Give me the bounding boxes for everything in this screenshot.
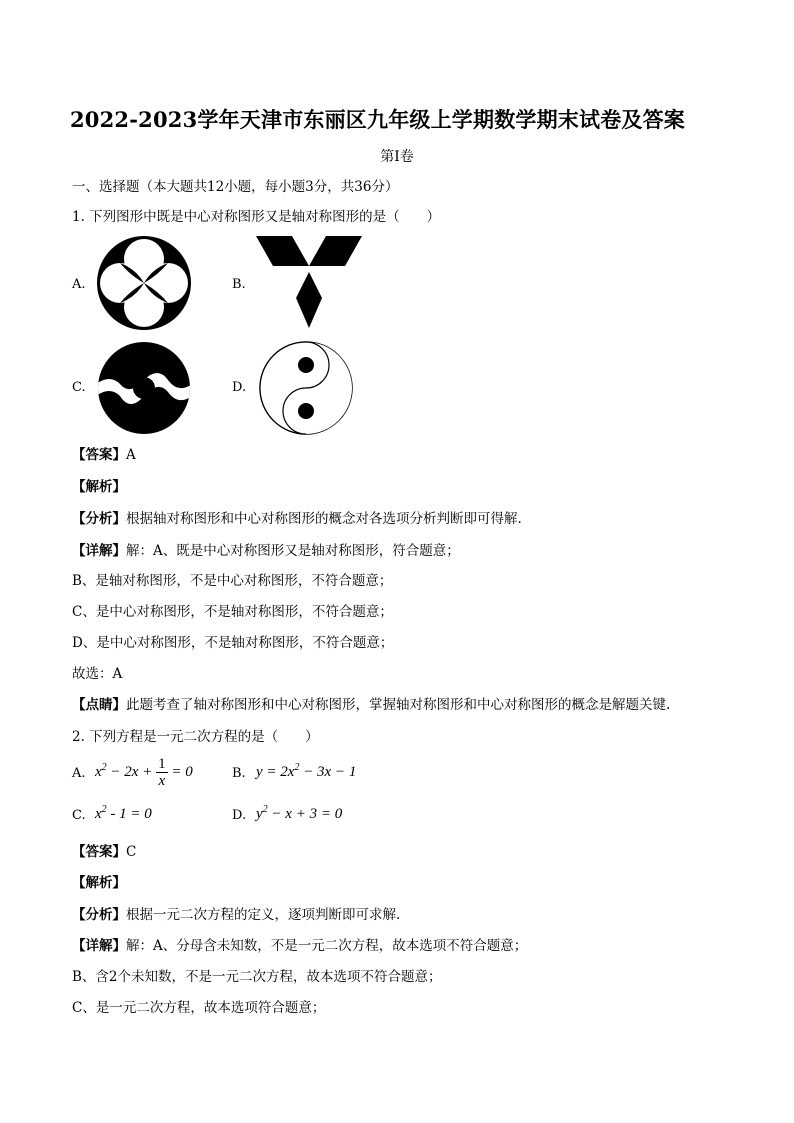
- q2-fenxi: 【分析】根据一元二次方程的定义，逐项判断即可求解.: [72, 907, 401, 923]
- q1-xiangjie: 【详解】解：A、既是中心对称图形又是轴对称图形，符合题意；: [72, 543, 460, 559]
- q1-line-c: C、是中心对称图形，不是轴对称图形，不符合题意；: [72, 604, 393, 620]
- q1-fenxi: 【分析】根据轴对称图形和中心对称图形的概念对各选项分析判断即可得解.: [72, 511, 522, 527]
- q1-line-b: B、是轴对称图形，不是中心对称图形，不符合题意；: [72, 573, 393, 589]
- q1-dianjing: 【点睛】此题考查了轴对称图形和中心对称图形，掌握轴对称图形和中心对称图形的概念是解题关键.: [72, 697, 671, 713]
- q2-option-d-equation: $y^2 - x + 3 = 0$: [256, 804, 343, 822]
- q2-line-c: C、是一元二次方程，故本选项符合题意；: [72, 1000, 326, 1016]
- q2-stem: 2. 下列方程是一元二次方程的是（ ）: [72, 729, 319, 745]
- q1-option-b-label: B.: [232, 277, 246, 292]
- q1-choice: 故选：A: [72, 666, 123, 682]
- q2-answer: 【答案】C: [72, 844, 137, 860]
- volume-label: 第Ⅰ卷: [380, 149, 414, 165]
- q1-option-a-label: A.: [72, 277, 86, 292]
- q2-option-c-label: C.: [72, 808, 86, 823]
- q1-figure-a-four-petal-circle: [96, 235, 192, 331]
- q2-option-b-equation: $y = 2x^2 - 3x - 1$: [256, 762, 357, 780]
- q2-option-d-label: D.: [232, 808, 247, 823]
- q2-line-b: B、含2个未知数，不是一元二次方程，故本选项不符合题意；: [72, 969, 442, 985]
- q1-stem: 1. 下列图形中既是中心对称图形又是轴对称图形的是（ ）: [72, 209, 441, 225]
- q1-option-c-label: C.: [72, 380, 86, 395]
- page-title: 2022-2023学年天津市东丽区九年级上学期数学期末试卷及答案: [70, 107, 686, 132]
- q2-option-a-equation: $x^2 - 2x$ + $\frac{1}{x}$ = 0: [95, 756, 193, 789]
- section-heading: 一、选择题（本大题共12小题，每小题3分，共36分）: [72, 179, 399, 195]
- q1-figure-c-wave-circle: [96, 340, 192, 436]
- q1-analysis-tag: 【解析】: [72, 479, 126, 495]
- q2-option-a-label: A.: [72, 766, 86, 781]
- q1-answer: 【答案】A: [72, 447, 136, 463]
- q1-line-d: D、是中心对称图形，不是轴对称图形，不符合题意；: [72, 635, 394, 651]
- q2-analysis-tag: 【解析】: [72, 875, 126, 891]
- q1-option-d-label: D.: [232, 380, 247, 395]
- fraction: $\frac{1}{x}$: [158, 756, 166, 789]
- q2-xiangjie: 【详解】解：A、分母含未知数，不是一元二次方程，故本选项不符合题意；: [72, 938, 528, 954]
- q2-option-c-equation: $x^2 - 1 = 0$: [95, 804, 152, 822]
- q1-figure-d-yin-yang: [258, 340, 354, 436]
- q2-option-b-label: B.: [232, 766, 246, 781]
- q1-figure-b-three-rhombi: [256, 236, 362, 330]
